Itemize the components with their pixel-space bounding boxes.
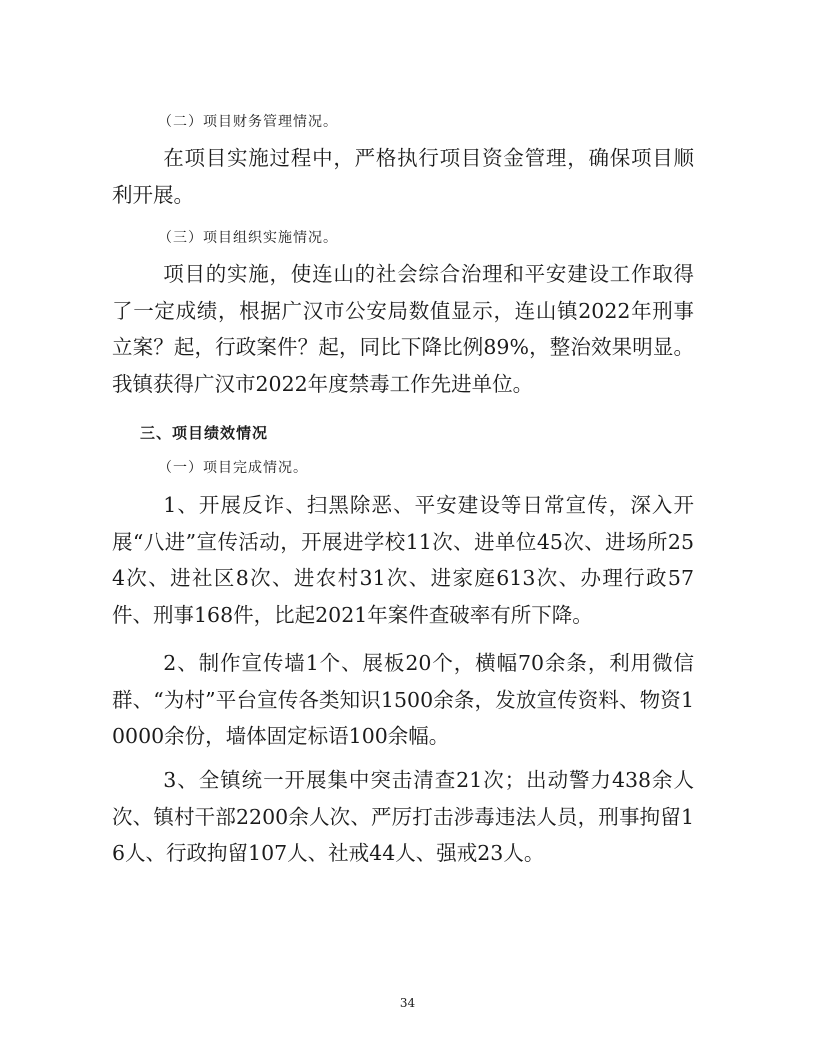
item-3-paragraph: 3、全镇统一开展集中突击清查21次；出动警力438余人次、镇村干部2200余人次、严厉打击涉毒违法人员，刑事拘留16人、行政拘留107人、社戒44人、强戒23人。: [112, 768, 694, 865]
part-3-sub-1-heading: （一）项目完成情况。: [158, 460, 308, 476]
page-number: 34: [399, 996, 416, 1010]
section-3-paragraph: 项目的实施，使连山的社会综合治理和平安建设工作取得了一定成绩，根据广汉市公安局数值显示，连山镇2022年刑事立案？起，行政案件？起，同比下降比例89%，整治效果明显。我镇获得广汉市2022年度禁毒工作先进单位。: [112, 262, 694, 396]
section-2-paragraph: 在项目实施过程中，严格执行项目资金管理，确保项目顺利开展。: [112, 146, 694, 207]
item-1-paragraph: 1、开展反诈、扫黑除恶、平安建设等日常宣传，深入开展“八进”宣传活动，开展进学校11次、进单位45次、进场所254次、进社区8次、进农村31次、进家庭613次、办理行政57件、刑事168件，比起2021年案件查破率有所下降。: [112, 493, 694, 627]
section-3-heading: （三）项目组织实施情况。: [158, 230, 338, 246]
part-3-heading: 三、项目绩效情况: [140, 424, 269, 442]
section-2-heading: （二）项目财务管理情况。: [158, 114, 338, 130]
item-2-paragraph: 2、制作宣传墙1个、展板20个，横幅70余条，利用微信群、“为村”平台宣传各类知识1500余条，发放宣传资料、物资10000余份，墙体固定标语100余幅。: [112, 651, 694, 748]
